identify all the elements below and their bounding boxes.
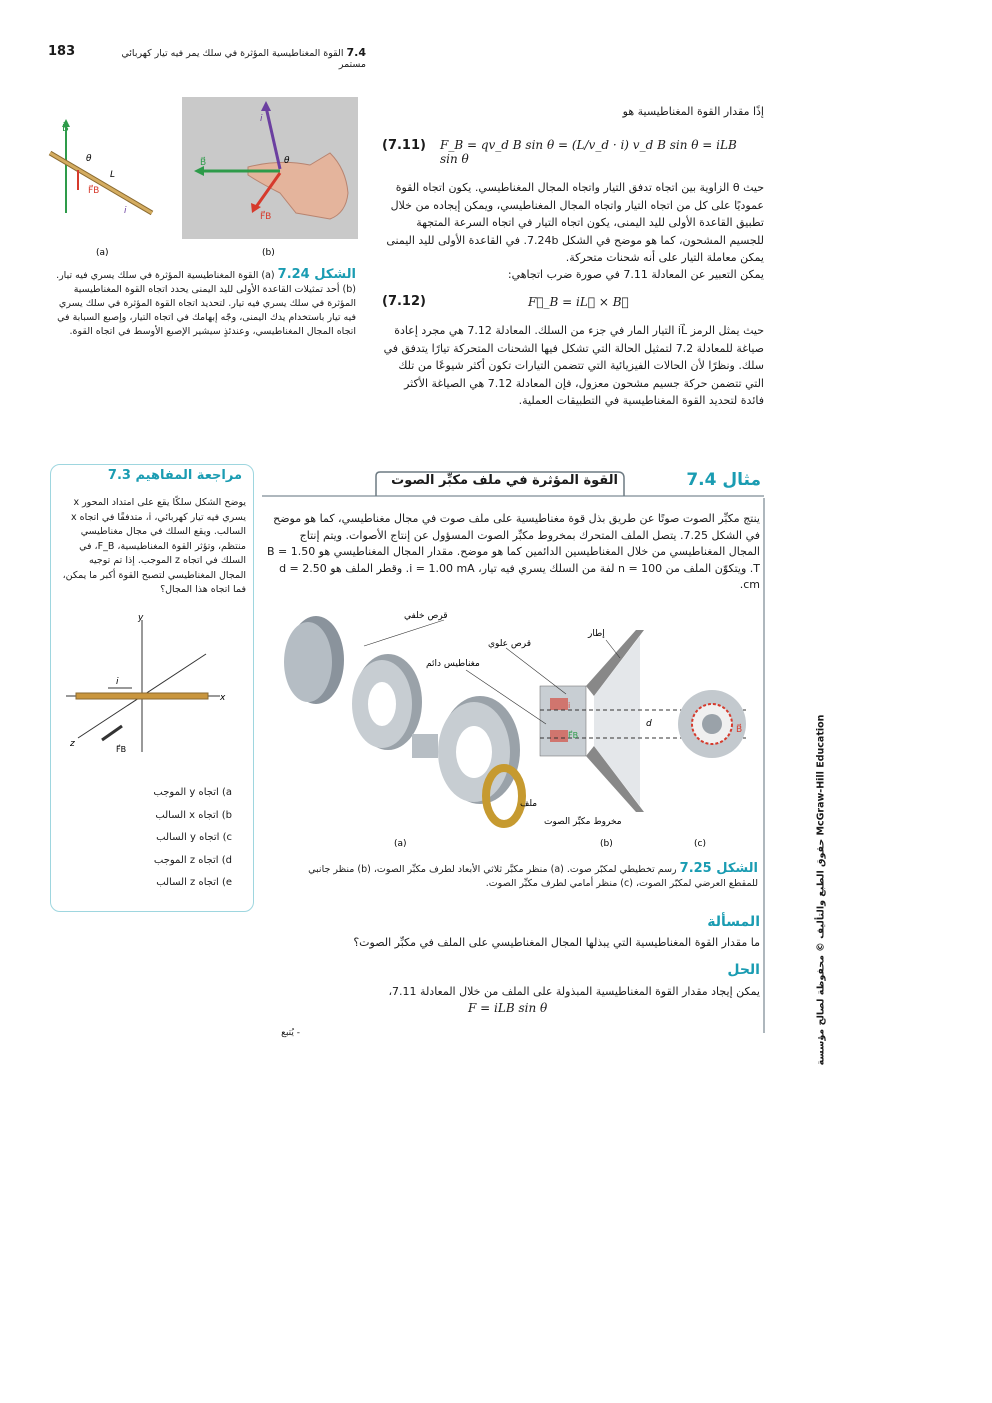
field-label-c: B⃗ [736, 725, 743, 735]
label-f-a: F⃗B [88, 186, 100, 196]
option-b[interactable]: b) اتجاه x السالب [155, 809, 232, 821]
panel-b-label: (b) [262, 248, 275, 258]
copyright-sidebar [814, 714, 828, 1066]
label-l-a: L [110, 170, 116, 180]
leader-frame [606, 640, 620, 658]
figure-7-24-caption-text: (a) القوة المغناطيسية المؤثرة في سلك يسري فيه تيار. (b) أحد تمثيلات القاعدة الأولى لليد اليمنى يحدد اتجاه القوة المغناطيسية المؤثرة في سلك يسري فيه تيار. لتحديد اتجاه القوة المؤثرة في سلك يسري فيه تيار باستخدام يدك اليمنى، وجّه إبهامك في اتجاه التيار، وإصبع السبابة في اتجاه المجال المغناطيسي، وعندئذٍ سيشير الإصبع الأوسط في اتجاه القوة. [56, 270, 356, 337]
z-axis-label: z [70, 739, 75, 749]
coil-section-bottom [550, 730, 568, 742]
concept-review-diagram [60, 612, 240, 762]
figure-7-24a [50, 119, 152, 258]
intro-para2: يمكن التعبير عن المعادلة 7.11 في صورة ضرب اتجاهي: [507, 268, 764, 281]
figure-7-24b [182, 97, 358, 258]
force-label-b: F⃗B [568, 731, 579, 740]
intro-line1: إذًا مقدار القوة المغناطيسية هو [622, 105, 764, 118]
label-b-b: B⃗ [200, 158, 207, 168]
coil-section-top [550, 698, 571, 710]
back-plate-face [284, 622, 332, 702]
review-wire [76, 693, 208, 699]
concept-review-title: مراجعة المفاهيم 7.3 [107, 468, 242, 483]
diameter-label: d [646, 719, 652, 729]
eq-712: F⃗_B = iL⃗ × B⃗ [528, 295, 629, 309]
label-theta-a: θ [86, 154, 92, 164]
label-cone: مخروط مكبِّر الصوت [544, 817, 622, 827]
example-text: ينتج مكبِّر الصوت صوتًا عن طريق بذل قوة مغناطيسية على ملف صوت في مجال مغناطيسي، كما هو موضح في الشكل 7.25. يتصل الملف المتحرك بمخروط مكبِّر الصوت المسؤول عن إنتاج الأصوات. ويتم إنتاج المجال المغناطيسي من خلال المغناطيسين الدائمين كما هو موضح. مقدار المجال المغناطيسي هو B = 1.50 T. ويتكوّن الملف من n = 100 لفة من السلك يسري فيه تيار، i = 1.00 mA. وقطر الملف هو d = 2.50 cm. [266, 512, 760, 591]
section-number: 7.4 [346, 46, 366, 59]
label-f-b: F⃗B [260, 212, 272, 222]
page-number: 183 [48, 44, 76, 59]
y-axis-label: y [138, 613, 144, 623]
concept-review-options [60, 782, 232, 895]
problem-heading: المسألة [707, 914, 760, 930]
section-title: القوة المغناطيسية المؤثرة في سلك يمر فيه تيار كهربائي مستمر [121, 48, 366, 70]
figure-7-25-caption [300, 862, 758, 891]
solution-text: يمكن إيجاد مقدار القوة المغناطيسية المبذولة على الملف من خلال المعادلة 7.11، [388, 985, 760, 998]
cross-section-body [540, 686, 586, 756]
option-d[interactable]: d) اتجاه z الموجب [153, 854, 232, 866]
label-coil: ملف [520, 799, 538, 809]
leader-back-plate [364, 620, 444, 646]
label-magnet: مغناطيس دائم [426, 659, 480, 669]
figure-7-24-caption [54, 268, 356, 339]
current-label: i [116, 677, 119, 687]
eq-711-number: (7.11) [382, 138, 426, 153]
concept-review-text: يوضح الشكل سلكًا يقع على امتداد المحور x يسري فيه تيار كهربائي، i، متدفقًا في اتجاه x السالب. ويقع السلك في مجال مغناطيسي منتظم، وتؤثر القوة المغناطيسية، F_B، في السلك في اتجاه z الموجب. إذا تم توجيه المجال المغناطيسي لتصبح القوة أكبر ما يمكن، فما اتجاه هذا المجال؟ [62, 497, 246, 595]
example-tag: مثال 7.4 [686, 470, 761, 490]
label-i-a: i [124, 206, 127, 216]
panel-b-label-725: (b) [600, 839, 613, 849]
panel-a-label: (a) [96, 248, 109, 258]
label-back-plate: قرص خلفي [404, 611, 448, 621]
front-plate-hole [456, 726, 492, 778]
option-e[interactable]: e) اتجاه z السالب [156, 877, 232, 888]
current-label-b: i [568, 701, 571, 710]
pole-piece [412, 734, 438, 758]
figure-7-24 [48, 95, 358, 265]
leader-front-plate [506, 648, 566, 694]
figure-7-24-label: الشكل 7.24 [277, 267, 356, 282]
intro-para1: حيث θ الزاوية بين اتجاه تدفق التيار واتجاه المجال المغناطيسي. يكون اتجاه القوة عموديًا على كل من اتجاه التيار واتجاه المجال المغناطيسي، ويمكن إيجاده من خلال تطبيق القاعدة الأولى لليد اليمنى، يكون اتجاه التيار في اتجاه السرعة المتجهة للجسيم المشحون، كما هو موضح في الشكل 7.24b. في القاعدة الأولى لليد اليمنى يمكن معاملة التيار على أنه شحنات متحركة. [386, 181, 764, 264]
label-front-plate: قرص علوي [488, 639, 532, 649]
panel-c-label-725: (c) [694, 839, 706, 849]
front-view-center [702, 714, 722, 734]
eq-711: F_B = qv_d B sin θ = (L/v_d · i) v_d B sin θ = iLB sin θ [440, 138, 737, 166]
solution-heading: الحل [727, 962, 760, 978]
force-label: F⃗B [116, 745, 127, 754]
continued-marker: - يُتبع [281, 1028, 300, 1038]
option-a[interactable]: a) اتجاه y الموجب [153, 787, 232, 798]
x-axis-label: x [220, 693, 226, 703]
label-frame: إطار [588, 629, 605, 639]
figure-7-25-label: الشكل 7.25 [679, 861, 758, 876]
example-side-rule [763, 498, 765, 1033]
label-b-a: B⃗ [62, 123, 69, 134]
intro-para3: حيث يمثل الرمز iL⃗ التيار المار في جزء من السلك. المعادلة 7.12 هي مجرد إعادة صياغة للمعادلة 7.2 لتمثيل الحالة التي تشكل فيها الشحنات المتحركة تيارًا يتدفق في سلك. ونظرًا لأن الحالات الفيزيائية التي تتضمن التيارات تكون أكثر شيوعًا من تلك التي تتضمن حركة جسيم مشحون معزول، فإن المعادلة 7.12 هي الصياغة الأكثر فائدة لتحديد القوة المغناطيسية في التطبيقات العملية. [383, 324, 764, 407]
running-header [96, 46, 366, 70]
solution-equation: F = iLB sin θ [468, 1001, 548, 1015]
force-arrow [102, 726, 122, 740]
magnet-hole [368, 682, 396, 726]
option-c[interactable]: c) اتجاه y السالب [156, 832, 232, 843]
figure-7-25-caption-text: رسم تخطيطي لمكبّر صوت. (a) منظر مكبَّر ثلاثي الأبعاد لطرف مكبِّر الصوت، (b) منظر جانبي للمقطع العرضي لمكبّر الصوت، (c) منظر أمامي لطرف مكبِّر الصوت. [308, 864, 758, 889]
example-title: القوة المؤثرة في ملف مكبِّر الصوت [391, 473, 618, 488]
figure-7-25 [266, 606, 758, 856]
panel-a-label-725: (a) [394, 839, 407, 849]
label-theta-b: θ [284, 156, 290, 166]
label-i-b: i [260, 114, 263, 124]
eq-712-number: (7.12) [382, 294, 426, 309]
copyright-text: حقوق الطبع والتأليف © محفوظة لصالح مؤسسة McGraw-Hill Education [815, 714, 827, 1066]
problem-text: ما مقدار القوة المغناطيسية التي يبذلها المجال المغناطيسي على الملف في مكبِّر الصوت؟ [353, 936, 760, 949]
